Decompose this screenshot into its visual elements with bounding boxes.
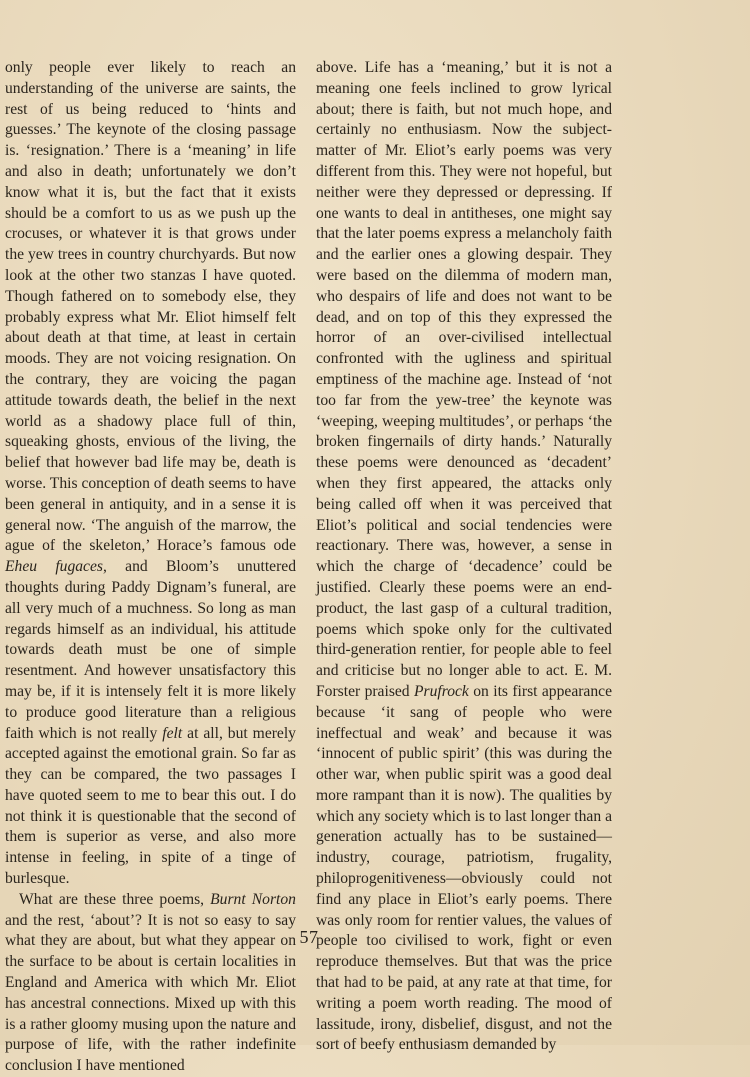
italic-title-text: Burnt Norton xyxy=(210,890,296,908)
left-text-column xyxy=(5,58,296,1077)
body-text: on its first appearance because ‘it sang of people who were ineffectual and weak’ and because it was ‘innocent of public spirit’ (this was during the other war, when public spirit was a good deal more rampant than it is now). The qualities by which any society which is to last longer than a generation actually has to be sustained—industry, courage, patriotism, frugality, philoprogenitiveness—obviously could not find any place in Eliot’s early poems. There was only room for rentier values, the values of people too civilised to work, fight or even reproduce themselves. But that was the price that had to be paid, at any rate at that time, for writing a poem worth reading. The mood of lassitude, irony, disbelief, disgust, and not the sort of beefy enthusiasm demanded by xyxy=(316,682,612,1054)
paragraph xyxy=(316,58,612,1056)
body-text: above. Life has a ‘meaning,’ but it is not a meaning one feels inclined to grow lyrical about; there is faith, but not much hope, and certainly no enthusiasm. Now the subject-matter of Mr. Eliot’s early poems was very different from this. They were not hopeful, but neither were they depressed or depressing. If one wants to deal in antitheses, one might say that the later poems express a melancholy faith and the earlier ones a glowing despair. They were based on the dilemma of modern man, who despairs of life and does not want to be dead, and on top of this they expressed the horror of an over-civilised intellectual confronted with the ugliness and spiritual emptiness of the machine age. Instead of ‘not too far from the yew-tree’ the keynote was ‘weeping, weeping multitudes’, or perhaps ‘the broken fingernails of dirty hands.’ Naturally these poems were denounced as ‘decadent’ when they first appeared, the attacks only being called off when it was perceived that Eliot’s political and social tendencies were reactionary. There was, however, a sense in which the charge of ‘decadence’ could be justified. Clearly these poems were an end-product, the last gasp of a cultural tradition, poems which spoke only for the cultivated third-generation rentier, for people able to feel and criticise but no longer able to act. E. M. Forster praised xyxy=(316,59,612,700)
italic-title-text: Prufrock xyxy=(414,682,469,700)
body-text: only people ever likely to reach an understanding of the universe are saints, the rest of us being reduced to ‘hints and guesses.’ The keynote of the closing passage is. ‘resignation.’ There is a ‘meaning’ in life and also in death; unfortunately we don’t know what it is, but the fact that it exists should be a comfort to us as we push up the crocuses, or whatever it is that grows under the yew trees in country churchyards. But now look at the other two stanzas I have quoted. Though fathered on to somebody else, they probably express what Mr. Eliot himself felt about death at that time, at least in certain moods. They are not voicing resignation. On the contrary, they are voicing the pagan attitude towards death, the belief in the next world as a shadowy place full of thin, squeaking ghosts, envious of the living, the belief that however bad life may be, death is worse. This conception of death seems to have been general in antiquity, and in a sense it is general now. ‘The anguish of the marrow, the ague of the skeleton,’ Horace’s famous ode xyxy=(5,59,297,555)
right-text-column xyxy=(316,58,612,1056)
body-text: and the rest, ‘about’? It is not so easy to say what they are about, but what they appear on the surface to be about is certain localities in England and America with which Mr. Eliot has ancestral connections. Mixed up with this is a rather gloomy musing upon the nature and purpose of life, with the rather indefinite conclusion I have mentioned xyxy=(5,911,296,1075)
body-text: , and Bloom’s unuttered thoughts during Paddy Dignam’s funeral, are all very much of a muchness. So long as man regards himself as an individual, his attitude towards death must be one of simple resentment. And however unsatisfactory this may be, if it is intensely felt it is more likely to produce good literature than a religious faith which is not really xyxy=(5,558,296,742)
body-text: at all, but merely accepted against the emotional grain. So far as they can be compared, the two passages I have quoted seem to me to bear this out. I do not think it is questionable that the second of them is superior as verse, and also more intense in feeling, in spite of a tinge of burlesque. xyxy=(5,724,296,888)
italic-title-text: felt xyxy=(162,724,183,742)
body-text: What are these three poems, xyxy=(19,890,211,908)
paragraph xyxy=(5,890,296,1077)
page-number: 57 xyxy=(299,927,319,947)
paragraph xyxy=(5,58,296,890)
italic-title-text: Eheu fugaces xyxy=(5,558,103,576)
